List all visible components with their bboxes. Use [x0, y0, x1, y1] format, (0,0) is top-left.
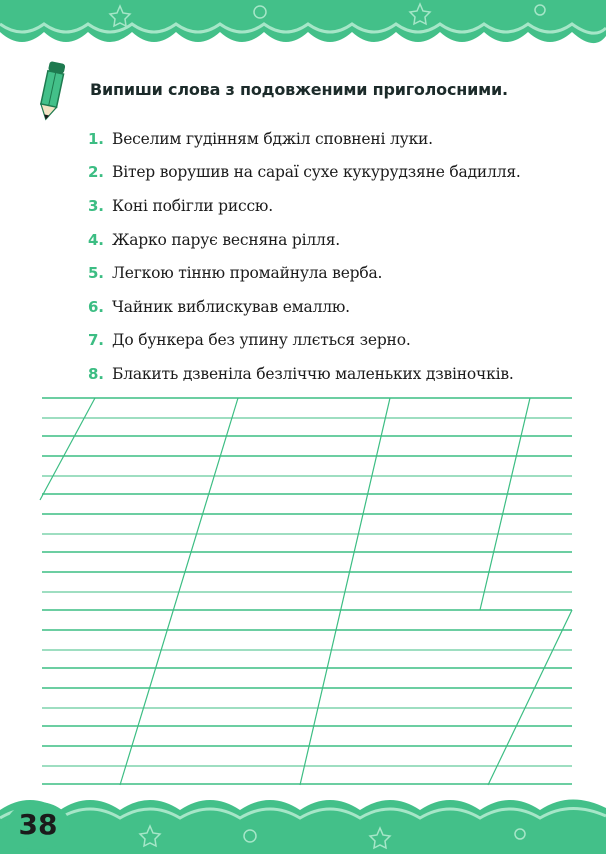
bottom-decorative-band	[0, 790, 606, 854]
item-number: 3.	[88, 196, 104, 215]
writing-lines[interactable]	[0, 380, 606, 790]
slant-guide-line	[480, 398, 530, 610]
sentence-text: Блакить дзвеніла безліччю маленьких дзвіночків.	[112, 364, 514, 383]
item-number: 7.	[88, 331, 104, 350]
item-number: 8.	[88, 364, 104, 383]
item-number: 1.	[88, 129, 104, 148]
list-item	[88, 156, 598, 190]
slant-guide-line	[40, 398, 95, 500]
list-item	[88, 122, 598, 156]
sentence-text: Веселим гудінням бджіл сповнені луки.	[112, 129, 433, 148]
sentence-text: Легкою тінню промайнула верба.	[112, 264, 383, 283]
sentence-text: Чайник виблискував емаллю.	[112, 297, 350, 316]
item-number: 6.	[88, 297, 104, 316]
top-decorative-band	[0, 0, 606, 60]
page-number: 38	[18, 808, 58, 841]
pencil-icon	[30, 58, 74, 122]
list-item	[88, 290, 598, 324]
list-item	[88, 256, 598, 290]
list-item	[88, 189, 598, 223]
item-number: 2.	[88, 163, 104, 182]
item-number: 5.	[88, 264, 104, 283]
sentence-text: До бункера без упину ллється зерно.	[112, 331, 411, 350]
list-item	[88, 324, 598, 358]
item-number: 4.	[88, 230, 104, 249]
sentence-text: Коні побігли риссю.	[112, 196, 273, 215]
sentence-list	[88, 122, 598, 391]
exercise-instruction: Випиши слова з подовженими приголосними.	[90, 80, 508, 99]
sentence-text: Вітер ворушив на сараї сухе кукурудзяне бадилля.	[112, 163, 521, 182]
slant-guide-line	[488, 610, 572, 785]
list-item	[88, 223, 598, 257]
sentence-text: Жарко парує весняна рілля.	[112, 230, 341, 249]
